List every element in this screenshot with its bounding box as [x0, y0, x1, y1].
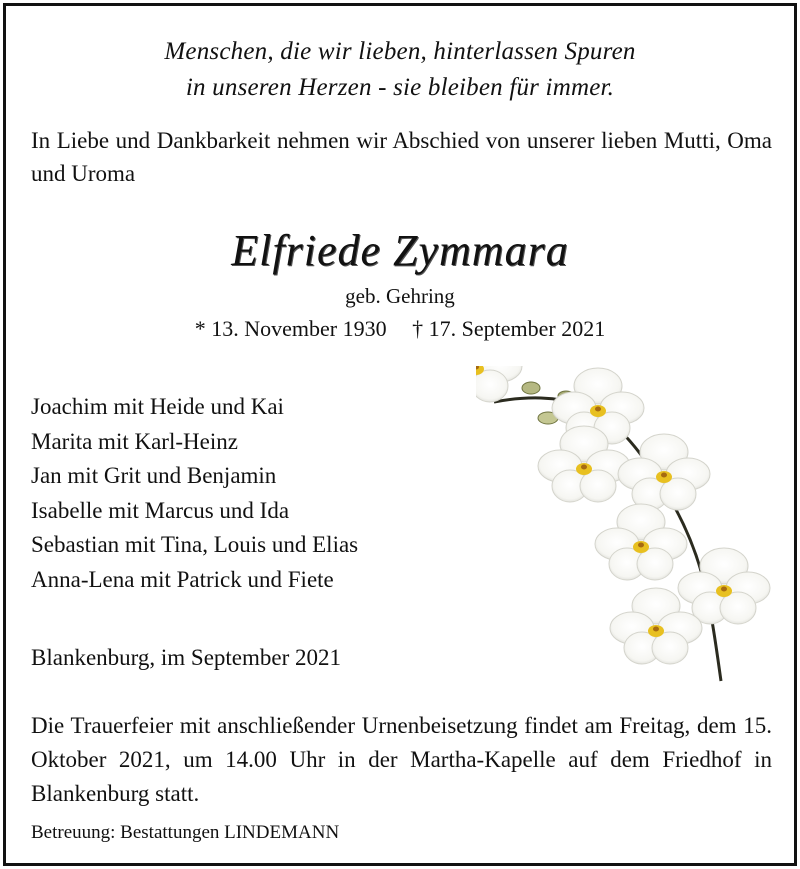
family-line: Anna-Lena mit Patrick und Fiete	[31, 566, 334, 592]
family-line: Marita mit Karl-Heinz	[31, 428, 238, 454]
death-date: † 17. September 2021	[412, 316, 606, 341]
orchid-branch-icon	[476, 366, 786, 686]
memorial-quote	[6, 34, 794, 106]
family-list	[31, 390, 358, 598]
quote-line-1: Menschen, die wir lieben, hinterlassen Spuren	[164, 38, 636, 65]
funeral-notice: Die Trauerfeier mit anschließender Urnenbeisetzung findet am Freitag, dem 15. Oktober 2021, um 14.00 Uhr in der Martha-Kapelle auf dem Friedhof in Blankenburg statt.	[31, 713, 772, 806]
family-line: Isabelle mit Marcus und Ida	[31, 497, 290, 523]
life-dates	[6, 314, 794, 344]
obituary-frame	[3, 3, 797, 866]
place-date: Blankenburg, im September 2021	[31, 645, 342, 670]
intro-text: In Liebe und Dankbarkeit nehmen wir Abschied von unserer lieben Mutti, Oma und Uroma	[31, 128, 772, 186]
funeral-home: Betreuung: Bestattungen LINDEMANN	[31, 822, 340, 843]
family-line: Jan mit Grit und Benjamin	[31, 463, 277, 489]
deceased-name: Elfriede Zymmara	[231, 226, 569, 275]
birth-name: geb. Gehring	[345, 284, 455, 308]
family-line: Sebastian mit Tina, Louis und Elias	[31, 532, 359, 558]
family-line: Joachim mit Heide und Kai	[31, 394, 284, 419]
quote-line-2: in unseren Herzen - sie bleiben für immer.	[185, 74, 615, 101]
birth-date: * 13. November 1930	[194, 316, 387, 341]
